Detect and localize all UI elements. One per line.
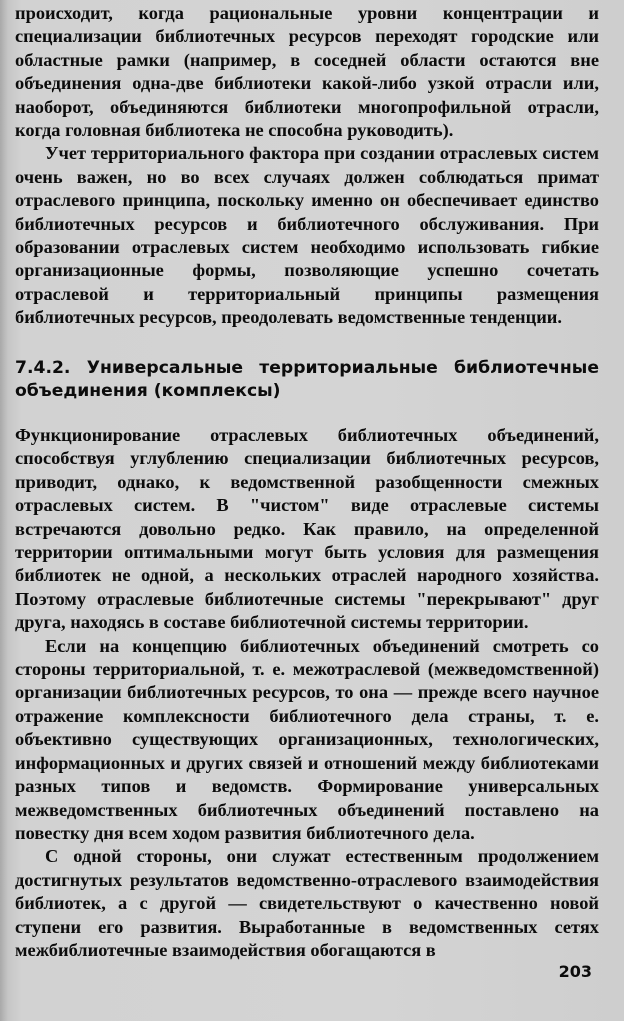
- paragraph: Функционирование отраслевых библиотечных объединений, способствуя углублению специализации библиотечных ресурсов, приводит, однако, к ведомственной разобщенности смежных отраслевых систем. В "чистом" виде отраслевые системы встречаются довольно редко. Как правило, на определенной территории оптимальными могут быть условия для размещения библиотек не одной, а нескольких отраслей народного хозяйства. Поэтому отраслевые библиотечные системы "перекрывают" друг друга, находясь в составе библиотечной системы территории.: [15, 425, 599, 633]
- paragraph: С одной стороны, они служат естественным продолжением достигнутых результатов ведомственно-отраслевого взаимодействия библиотек, а с другой — свидетельствуют о качественно новой ступени его развития. Выработанные в ведомственных сетях межбиблиотечные взаимодействия обогащаются в: [15, 846, 599, 960]
- page-number: 203: [558, 962, 592, 981]
- paragraph: происходит, когда рациональные уровни концентрации и специализации библиотечных ресурсов переходят городские или областные рамки (например, в соседней области остаются вне объединения одна-две библиотеки какой-либо узкой отрасли или, наоборот, объединяются библиотеки многопрофильной отрасли, когда головная библиотека не способна руководить).: [15, 3, 599, 141]
- paragraph: Если на концепцию библиотечных объединений смотреть со стороны территориальной, т. е. межотраслевой (межведомственной) организации библиотечных ресурсов, то она — прежде всего научное отражение комплексности библиотечного дела страны, т. е. объективно существующих организационных, технологических, информационных и других связей и отношений между библиотеками разных типов и ведомств. Формирование универсальных межведомственных библиотечных объединений поставлено на повестку дня всем ходом развития библиотечного дела.: [15, 635, 599, 843]
- text-block-bottom: [15, 424, 599, 962]
- text-block-top: [15, 2, 599, 330]
- paragraph: Учет территориального фактора при создании отраслевых систем очень важен, но во всех случаях должен соблюдаться примат отраслевого принципа, поскольку именно он обеспечивает единство библиотечных ресурсов и библиотечного обслуживания. При образовании отраслевых систем необходимо использовать гибкие организационные формы, позволяющие успешно сочетать отраслевой и территориальный принципы размещения библиотечных ресурсов, преодолевать ведомственные тенденции.: [15, 143, 599, 328]
- section-heading: 7.4.2. Универсальные территориальные библиотечные объединения (комплексы): [15, 358, 599, 401]
